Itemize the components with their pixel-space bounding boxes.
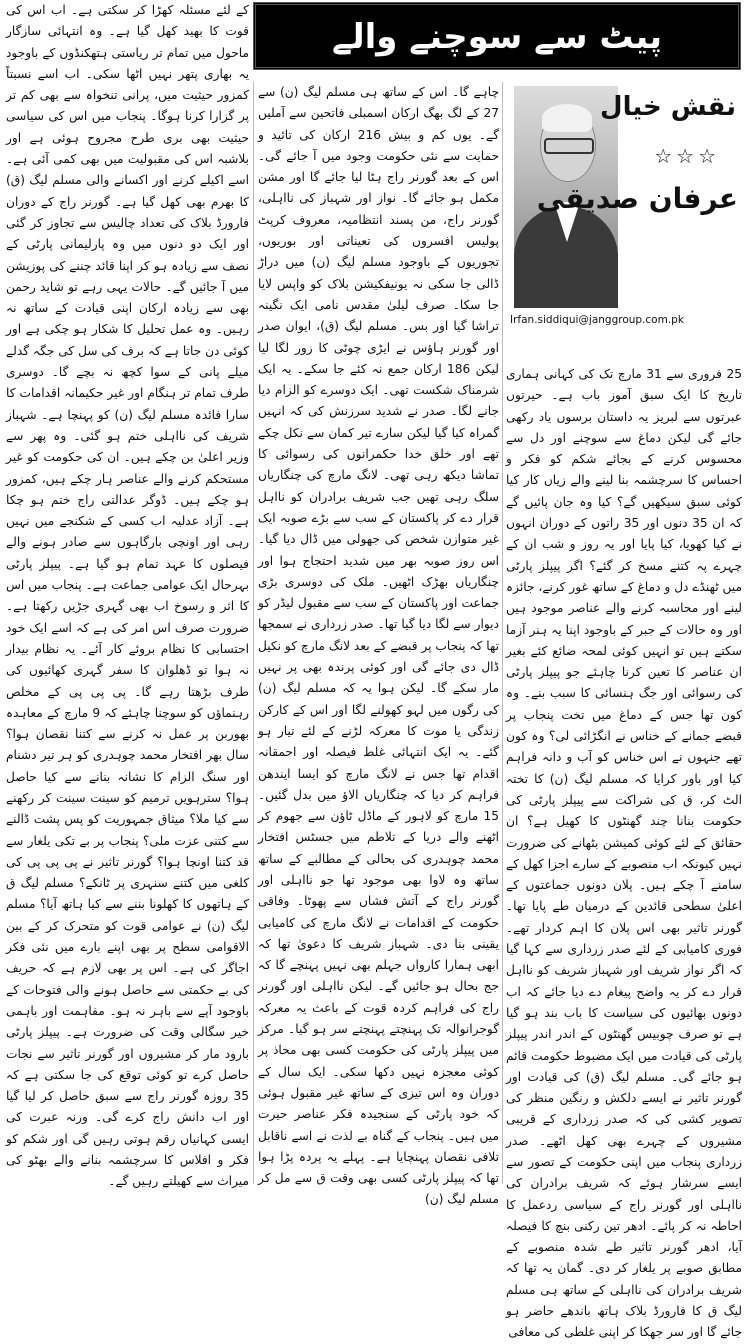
column-divider — [502, 82, 503, 1184]
article-text: چاہے گا۔ اس کے ساتھ ہی مسلم لیگ (ن) سے 27 کے لگ بھگ ارکان اسمبلی فاتحین سے آملیں گے۔ یوں کم و بیش 216 ارکان کی تائید و حمایت سے نئی حکومت وجود میں آ جائے گی۔ اس کے بعد گورنر راج ہٹا لیا جائے گا اور مشن مکمل ہو جائے گا۔ نواز اور شہباز کی نااہلی، گورنر راج، من پسند انتظامیہ، معروف کرپٹ پولیس افسروں کی تعیناتی اور بوریوں، تجوریوں کے باوجود مسلم لیگ (ن) میں دراڑ ڈالی جا سکی نہ یونیفکیشن بلاک کو واپس لایا جا سکا۔ صرف لیلیٰ مقدس نامی ایک نگینہ تراشا گیا اور بس۔ مسلم لیگ (ق)، ایوان صدر اور گورنر ہاؤس نے ایڑی چوٹی کا زور لگا لیا لیکن 186 ارکان جمع نہ کئے جا سکے۔ یہ ایک شرمناک شکست تھی۔ ایک دوسرے کو الزام دیا جانے لگا۔ صدر نے شدید سرزنش کی کہ انہیں گمراہ کیا گیا لیکن سارے تیر کمان سے نکل چکے تھے اور خلق خدا حکمرانوں کی رسوائی کا تماشا دیکھ رہی تھی۔ لانگ مارچ کی چنگاریاں سلگ رہی تھیں جب شریف برادران کو نااہل قرار دے کر پاکستان کے سب سے بڑے صوبہ ایک غیر متوازن شخص کی جھولی میں ڈال دیا گیا۔ اس روز صوبہ بھر میں شدید احتجاج ہوا اور چنگاریاں بھڑک اٹھیں۔ ملک کی دوسری بڑی جماعت اور پاکستان کے سب سے مقبول لیڈر کو دیوار سے لگا دیا گیا تھا۔ صدر زرداری نے سمجھا تھا کہ پنجاب پر قبضے کے بعد لانگ مارچ کو نکیل ڈال دی جائے گی اور کوئی پرندہ بھی پر نہیں مار سکے گا۔ لیکن ہوا یہ کہ مسلم لیگ (ن) کی رگوں میں لہو کھولنے لگا اور اس کے کارکن زندگی یا موت کا معرکہ لڑنے کے لئے تیار ہو گئے۔ یہ ایک انتہائی غلط فیصلہ اور احمقانہ اقدام تھا جس نے لانگ مارچ کو ایسا ایندھن فراہم کر دیا کہ چنگاریاں الاؤ میں بدل گئیں۔ 15 مارچ کو لاہور کے ماڈل ٹاؤن سے جھوم کر اٹھنے والے دریا کے تلاطم میں جسٹس افتخار محمد چوہدری کی بحالی کے مطالبے کے ساتھ ساتھ وہ لاوا بھی موجود تھا جو نااہلی اور گورنر راج کے آتش فشاں سے پھوٹا۔ وفاقی حکومت کے اقدامات نے لانگ مارچ کی کامیابی یقینی بنا دی۔ شہباز شریف کا دعویٰ تھا کہ ابھی ہمارا کارواں جہلم بھی نہیں پہنچے گا کہ جج بحال ہو جائیں گے۔ لیکن نااہلی اور گورنر راج کی فراہم کردہ قوت کے باعث یہ معرکہ گوجرانوالہ تک پہنچتے پہنچتے سر ہو گیا۔ مرکز میں پیپلز پارٹی کی حکومت کسی بھی محاذ پر کوئی معجزہ نہیں دکھا سکی۔ ایک سال کے دوران وہ اس تیزی کے ساتھ غیر مقبول ہوئی کہ خود پارٹی کے سنجیدہ فکر عناصر حیرت میں ہیں۔ پنجاب کے گناہ بے لذت نے اسے ناقابل تلافی نقصان پہنچایا ہے۔ پہلے یہ پردہ پڑا ہوا تھا کہ پیپلز پارٹی کسی بھی وقت ق سے مل کر مسلم لیگ (ن) — [258, 85, 499, 1207]
column-divider — [253, 82, 254, 1184]
author-email[interactable]: Irfan.siddiqui@janggroup.com.pk — [510, 314, 684, 326]
article-column-middle — [258, 82, 499, 1207]
article-text: 25 فروری سے 31 مارچ تک کی کہانی ہماری تاریخ کا ایک سبق آموز باب ہے۔ حیرتوں عبرتوں سے لبریز یہ داستان برسوں یاد رکھی جائے گی لیکن دماغ سے سوچنے اور دل سے محسوس کرنے کے بجائے شکم کو فکر و احساس کا سرچشمہ بنا لینے والے زیاں کار کیا کوئی سبق سیکھیں گے؟ کیا وہ جان پائیں گے کہ ان 35 دنوں اور 35 راتوں کے دوران انہوں نے کیا کھویا، کیا پایا اور یہ روز و شب ان کے چہرے پہ کتنے مسخ کر گئے؟ اگر پیپلز پارٹی میں ٹھنڈے دل و دماغ کے ساتھ غور کرنے، جائزہ لینے اور محاسبہ کرنے والے عناصر موجود ہیں اور وہ حالات کے جبر کے باوجود اپنا یہ ہنر آزما سکتے ہیں تو انہیں کوئی لمحہ ضائع کئے بغیر ان عناصر کا تعین کرنا چاہئے جو پیپلز پارٹی کی رسوائی اور جگ ہنسائی کا سبب بنے۔ وہ کون تھا جس کے دماغ میں تخت پنجاب پر قبضے جمانے کے خناس نے انگڑائی لی؟ وہ کون تھے جنہوں نے اس خناس کو آب و دانہ فراہم کیا اور باور کرایا کہ مسلم لیگ (ن) کا تختہ الٹ کر، ق کی شراکت سے پیپلز پارٹی کی حکومت بنانا چند گھنٹوں کا کھیل ہے؟ ان حقائق کے لئے کوئی کمیشن بٹھانے کی ضرورت نہیں کیونکہ اب منصوبے کے سارے اجزا کھل کے سامنے آ چکے ہیں۔ پلان دونوں جماعتوں کے اعلیٰ سطحی قائدین کے درمیان طے پایا تھا۔ گورنر تاثیر بھی اس پلان کا اہم کردار تھے۔ فوری کامیابی کے لئے صدر زرداری سے کہا گیا کہ اگر نواز شریف اور شہباز شریف کو نااہل قرار دے کر یہ واضح پیغام دے دیا جائے کہ اب دونوں بھائیوں کی سیاست کا باب بند ہو گیا ہے تو صرف چوبیس گھنٹوں کے اندر اندر پیپلز پارٹی کی قیادت میں ایک مضبوط حکومت قائم ہو جائے گی۔ مسلم لیگ (ق) کی قیادت اور گورنر تاثیر نے ایسے دلکش و رنگین منظر کی تصویر کشی کی کہ صدر زرداری کے قریبی مشیروں کے چہرے بھی کھل اٹھے۔ صدر زرداری پنجاب میں اپنی حکومت کے تصور سے ایسے سرشار ہوئے کہ شریف برادران کی نااہلی اور گورنر راج کے سیاسی ردعمل کا احاطہ نہ کر پائے۔ ادھر تین رکنی بنچ کا فیصلہ آیا، ادھر گورنر تاثیر طے شدہ منصوبے کے مطابق صوبے پر یلغار کر دی۔ گمان یہ تھا کہ شریف برادران کی نااہلی کے ساتھ ہی مسلم لیگ ق کا فارورڈ بلاک ہاتھ باندھے حاضر ہو جائے گا اور سر جھکا کر اپنی غلطی کی معافی — [506, 367, 742, 1340]
article-column-right — [506, 364, 742, 1340]
article-column-left — [6, 0, 249, 1189]
stars-icon: ☆☆☆ — [654, 144, 720, 168]
column-header — [506, 82, 742, 344]
article-text: کے لئے مسئلہ کھڑا کر سکتی ہے۔ اب اس کی قوت کا بھید کھل گیا ہے۔ وہ انتہائی سازگار ماحول میں تمام تر ریاستی ہتھکنڈوں کے باوجود یہ بھاری پتھر نہیں اٹھا سکی۔ اب اسے نسبتاً کمزور حیثیت میں، پرانی تنخواہ سے بھی کم تر پر گزارا کرنا ہوگا۔ پنجاب میں اس کی سیاسی حیثیت بھی بری طرح مجروح ہوئی ہے اور بلاشبہ اس کی مقبولیت میں بھی کمی آئی ہے۔ اسے اکیلے کرنے اور اکسانے والی مسلم لیگ (ق) کا بھرم بھی کھل گیا ہے۔ گورنر راج کے دوران فارورڈ بلاک کی تعداد چالیس سے تجاوز کر گئی اور ایک دو دنوں میں وہ پارلیمانی پارٹی کے نصف سے زیادہ ہو کر اپنا قائد چننے کی پوزیشن میں آ جائیں گے۔ حالات یہی رہے تو شاید رحمن بھی سے زیادہ ارکان اپنی قیادت کے ساتھ نہ رہیں۔ وہ عمل تحلیل کا شکار ہو چکی ہے اور کوئی دن جاتا ہے کہ برف کی سل کی جگہ گدلے میلے پانی کے سوا کچھ نہ بچے گا۔ دوسری طرف تمام تر ہنگام اور غیر حکیمانہ اقدامات کا سارا فائدہ مسلم لیگ (ن) کو پہنچا ہے۔ شہباز شریف کی نااہلی ختم ہو گئی۔ وہ پھر سے وزیر اعلیٰ بن چکے ہیں۔ ان کی حکومت کو غیر مستحکم کرنے والے عناصر ہار چکے ہیں، کمزور ہو چکے ہیں۔ ڈوگر عدالتی راج ختم ہو چکا ہے۔ آزاد عدلیہ اب کسی کے شکنجے میں نہیں رہی اور اونچی بارگاہوں سے صادر ہونے والے فیصلوں کا عہد تمام ہو گیا ہے۔ پیپلز پارٹی بہرحال ایک عوامی جماعت ہے۔ پنجاب میں اس کا اثر و رسوخ اب بھی گہری جڑیں رکھتا ہے۔ ضرورت صرف اس امر کی ہے کہ اسے ایک خود احتسابی کا نظام بروئے کار آئے۔ یہ نظام بیدار نہ ہوا تو ڈھلوان کا سفر گہری کھائیوں کی طرف بڑھتا رہے گا۔ پی پی پی کے مخلص رہنماؤں کو سوچنا چاہئے کہ 9 مارچ کے معاہدہ بھوربن پر عمل نہ کرنے سے کتنا نقصان ہوا؟ سال بھر افتخار محمد چوہدری کو ہر تیر دشنام اور سنگ الزام کا نشانہ بنانے سے کیا حاصل ہوا؟ سترہویں ترمیم کو سینت سینت کر رکھنے سے کیا ملا؟ میثاق جمہوریت کو پس پشت ڈالنے سے کتنی عزت ملی؟ پنجاب پر بے تکی یلغار سے قد کتنا اونچا ہوا؟ گورنر تاثیر نے پی پی پی کی کلغی میں کتنے سنہری پر ٹانکے؟ مسلم لیگ ق کے ہاتھوں کا کھلونا بننے سے کیا ہاتھ آیا؟ مسلم لیگ (ن) نے عوامی قوت کو متحرک کر کے بین الاقوامی سطح پر بھی اپنے بارے میں نئی فکر اجاگر کی ہے۔ اس پر بھی لازم ہے کہ حریف کی بے حکمتی سے حاصل ہونے والی فتوحات کے باوجود آپے سے باہر نہ ہو۔ مفاہمت اور باہمی خیر سگالی وقت کی ضرورت ہے۔ پیپلز پارٹی بارود مار کر مشیروں اور گورنر تاثیر سے نجات حاصل کرے تو کوئی توقع کی جا سکتی ہے کہ 35 روزہ گورنر راج سے سبق حاصل کر لیا گیا اور اب دانش راج کرے گی۔ ورنہ عبرت کی ایسی کہانیاں رقم ہوتی رہیں گی اور شکم کو فکر و افلاس کا سرچشمہ بنانے والے بھٹو کی میراث سے کھیلتے رہیں گے۔ — [6, 3, 249, 1189]
headline: پیٹ سے سوچنے والے — [331, 16, 663, 57]
headline-banner — [253, 2, 741, 70]
column-name: نقش خیال — [600, 92, 736, 122]
author-name: عرفان صدیقی — [536, 182, 738, 215]
